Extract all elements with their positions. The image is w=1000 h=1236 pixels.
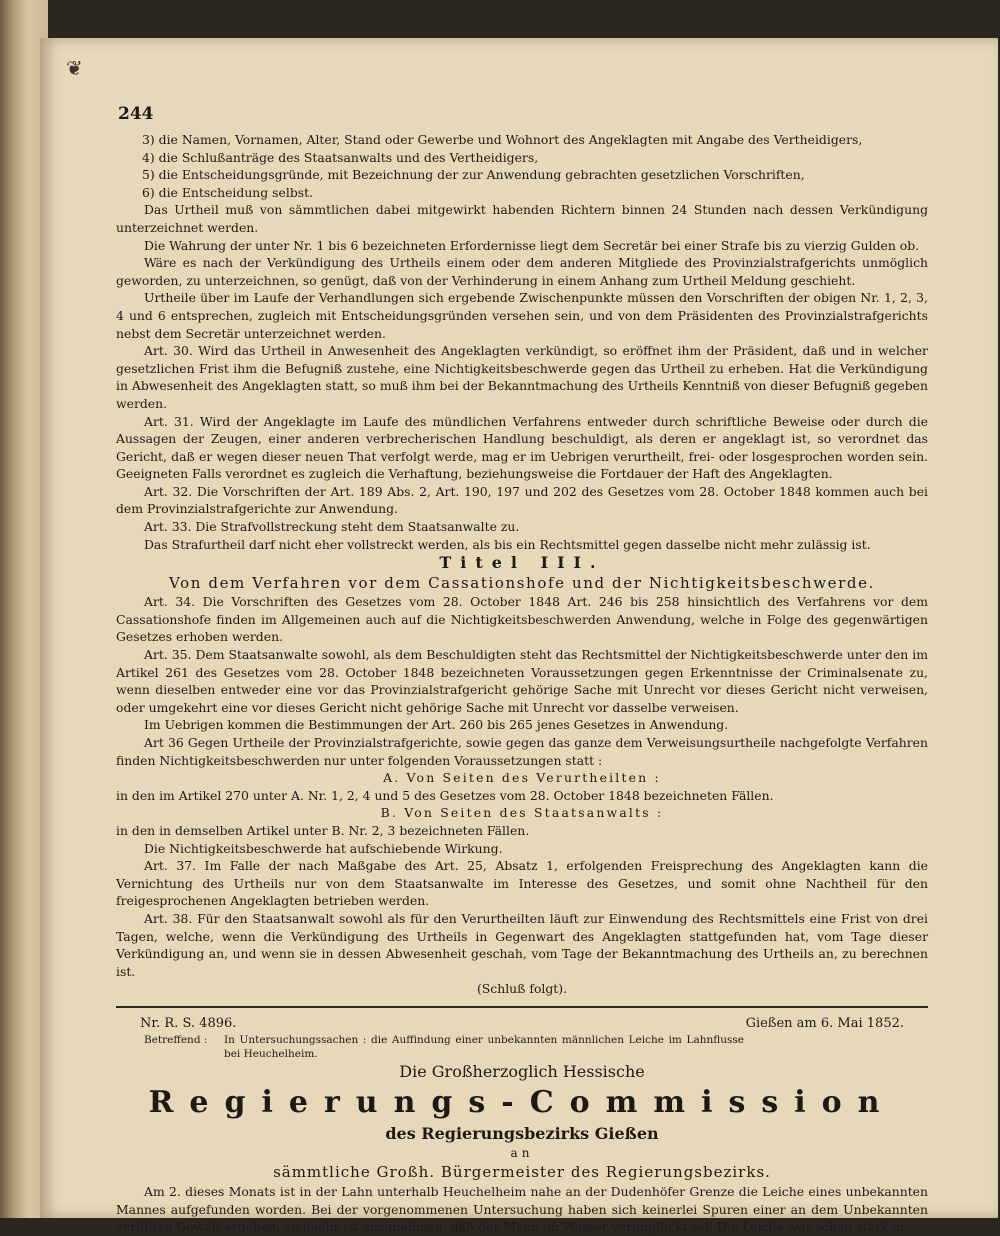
ornament-icon: ❦ [66,56,83,80]
article-32: Art. 32. Die Vorschriften der Art. 189 Abs. 2, Art. 190, 197 und 202 des Gesetzes vom 28. October 1848 kommen auch bei dem Provinzialstrafgerichte zur Anwendung. [116,483,928,517]
subsection-b-text: in den in demselben Artikel unter B. Nr. 2, 3 bezeichneten Fällen. [116,822,530,838]
list-item: 4) die Schlußanträge des Staatsanwalts und des Vertheidigers, [142,149,539,165]
concerning-text: In Untersuchungssachen : die Auffindung einer unbekannten männlichen Leiche im Lahnflusse bei Heuchelheim. [224,1033,744,1060]
list-item: 5) die Entscheidungsgründe, mit Bezeichnung der zur Anwendung gebrachten gesetzlichen Vorschriften, [142,167,805,183]
commission-to: an [510,1145,534,1160]
article-33: Art. 33. Die Strafvollstreckung steht dem Staatsanwalte zu. [144,519,520,535]
divider [116,1006,928,1008]
list-item: 3) die Namen, Vornamen, Alter, Stand oder Gewerbe und Wohnort des Angeklagten mit Angabe des Vertheidigers, [142,132,863,147]
article-37: Art. 37. Im Falle der nach Maßgabe des Art. 25, Absatz 1, erfolgenden Freisprechung des Angeklagten kann die Vernichtung des Urtheils nur von dem Staatsanwalte im Interesse des Gesetzes, und somit ohne Nachtheil für den freigesprochenen Angeklagten betrieben werden. [116,858,928,909]
commission-issuer: Die Großherzoglich Hessische [399,1061,645,1081]
paragraph: Wäre es nach der Verkündigung des Urtheils einem oder dem anderen Mitgliede des Provinzialstrafgerichts unmöglich geworden, zu unterzeichnen, so genügt, daß von der Verhinderung in einem Anhang zum Urtheil Meldung geschieht. [116,255,928,288]
concerning-label: Betreffend : [144,1033,208,1046]
list-item: 6) die Entscheidung selbst. [142,184,314,200]
section-heading: Von dem Verfahren vor dem Cassationshofe und der Nichtigkeitsbeschwerde. [169,574,875,593]
article-36: Art 36 Gegen Urtheile der Provinzialstrafgerichte, sowie gegen das ganze dem Verweisungsurtheile nachgefolgte Verfahren finden Nichtigkeitsbeschwerden nur unter folgenden Voraussetzungen statt : [116,735,928,768]
reference-number: Nr. R. S. 4896. [140,1015,237,1031]
book-page [40,38,998,1235]
commission-district: des Regierungsbezirks Gießen [385,1123,659,1143]
paragraph: Das Urtheil muß von sämmtlichen dabei mitgewirkt habenden Richtern binnen 24 Stunden nach dessen Verkündigung unterzeichnet werden. [116,202,928,235]
place-date: Gießen am 6. Mai 1852. [745,1015,904,1031]
article-31: Art. 31. Wird der Angeklagte im Laufe des mündlichen Verfahrens entweder durch schriftliche Beweise oder durch die Aussagen der Zeugen, einer anderen verbrecherischen Handlung beschuldigt, als deren er angeklagt ist, so verordnet das Gericht, daß er wegen dieser neuen That verfolgt werde, mag er im Uebrigen verurtheilt, frei- oder losgesprochen worden sein. Geeigneten Falls verordnet es zugleich die Verhaftung, beziehungsweise die Fortdauer der Haft des Angeklagten. [116,413,928,482]
commission-title: Regierungs-Commission [148,1084,896,1120]
page-number: 244 [118,104,154,124]
subsection-a-heading: A. Von Seiten des Verurtheilten : [383,770,661,786]
notice-header [116,1015,928,1033]
subsection-b-heading: B. Von Seiten des Staatsanwalts : [380,805,664,821]
closing-note: (Schluß folgt). [476,981,568,997]
paragraph: Die Wahrung der unter Nr. 1 bis 6 bezeichneten Erfordernisse liegt dem Secretär bei einer Strafe bis zu vierzig Gulden ob. [144,237,920,253]
commission-recipient: sämmtliche Großh. Bürgermeister des Regierungsbezirks. [273,1162,771,1181]
title-heading: Titel III. [439,553,605,573]
article-38: Art. 38. Für den Staatsanwalt sowohl als für den Verurtheilten läuft zur Einwendung des Rechtsmittels eine Frist von drei Tagen, welche, wenn die Verkündigung des Urtheils in Gegenwart des Angeklagten stattgefunden hat, vom Tage dieser Verkündigung an, und wenn sie in dessen Abwesenheit geschah, vom Tage der Bekanntmachung des Urtheils an, zu berechnen ist. [116,910,928,979]
notice-body: Am 2. dieses Monats ist in der Lahn unterhalb Heuchelheim nahe an der Dudenhöfer Grenze die Leiche eines unbekannten Mannes aufgefunden worden. Bei der vorgenommenen Untersuchung haben sich keinerlei Spuren einer an dem Unbekannten verübten Gewalt ergeben, vielmehr ist anzunehmen, daß der Mann im Wasser verunglückt sei. Die Leiche war schon stark in [116,1183,928,1235]
concerning-block [116,1033,928,1061]
paragraph: Im Uebrigen kommen die Bestimmungen der Art. 260 bis 265 jenes Gesetzes in Anwendung. [144,717,729,733]
paragraph: Die Nichtigkeitsbeschwerde hat aufschiebende Wirkung. [144,840,503,856]
body-text [116,131,928,1236]
paragraph: Urtheile über im Laufe der Verhandlungen sich ergebende Zwischenpunkte müssen den Vorschriften der obigen Nr. 1, 2, 3, 4 und 6 entsprechen, zugleich mit Entscheidungsgründen versehen sein, und von dem Präsidenten des Provinzialstrafgerichts nebst dem Secretär unterzeichnet werden. [116,290,928,341]
subsection-a-text: in den im Artikel 270 unter A. Nr. 1, 2, 4 und 5 des Gesetzes vom 28. October 1848 bezeichneten Fällen. [116,787,774,803]
article-34: Art. 34. Die Vorschriften des Gesetzes vom 28. October 1848 Art. 246 bis 258 hinsichtlich des Verfahrens vor dem Cassationshofe finden im Allgemeinen auch auf die Nichtigkeitsbeschwerden Anwendung, welche in Folge des gegenwärtigen Gesetzes erhoben werden. [116,594,928,645]
article-30: Art. 30. Wird das Urtheil in Anwesenheit des Angeklagten verkündigt, so eröffnet ihm der Präsident, daß und in welcher gesetzlichen Frist ihm die Befugniß zustehe, eine Nichtigkeitsbeschwerde gegen das Urtheil zu erheben. Hat die Verkündigung in Abwesenheit des Angeklagten statt, so muß ihm bei der Bekanntmachung des Urtheils Kenntniß von dieser Befugniß gegeben werden. [116,343,928,411]
article-35: Art. 35. Dem Staatsanwalte sowohl, als dem Beschuldigten steht das Rechtsmittel der Nichtigkeitsbeschwerde unter den im Artikel 261 des Gesetzes vom 28. October 1848 bezeichneten Voraussetzungen gegen Erkenntnisse der Criminalsenate zu, wenn dieselben entweder eine vor das Provinzialstrafgericht gehörige Sache mit Unrecht vor dieses Gericht nicht verweisen, oder umgekehrt eine vor dieses Gericht nicht gehörige Sache mit Unrecht vor dasselbe verweisen. [116,647,928,715]
paragraph: Das Strafurtheil darf nicht eher vollstreckt werden, als bis ein Rechtsmittel gegen dasselbe nicht mehr zulässig ist. [144,536,871,552]
